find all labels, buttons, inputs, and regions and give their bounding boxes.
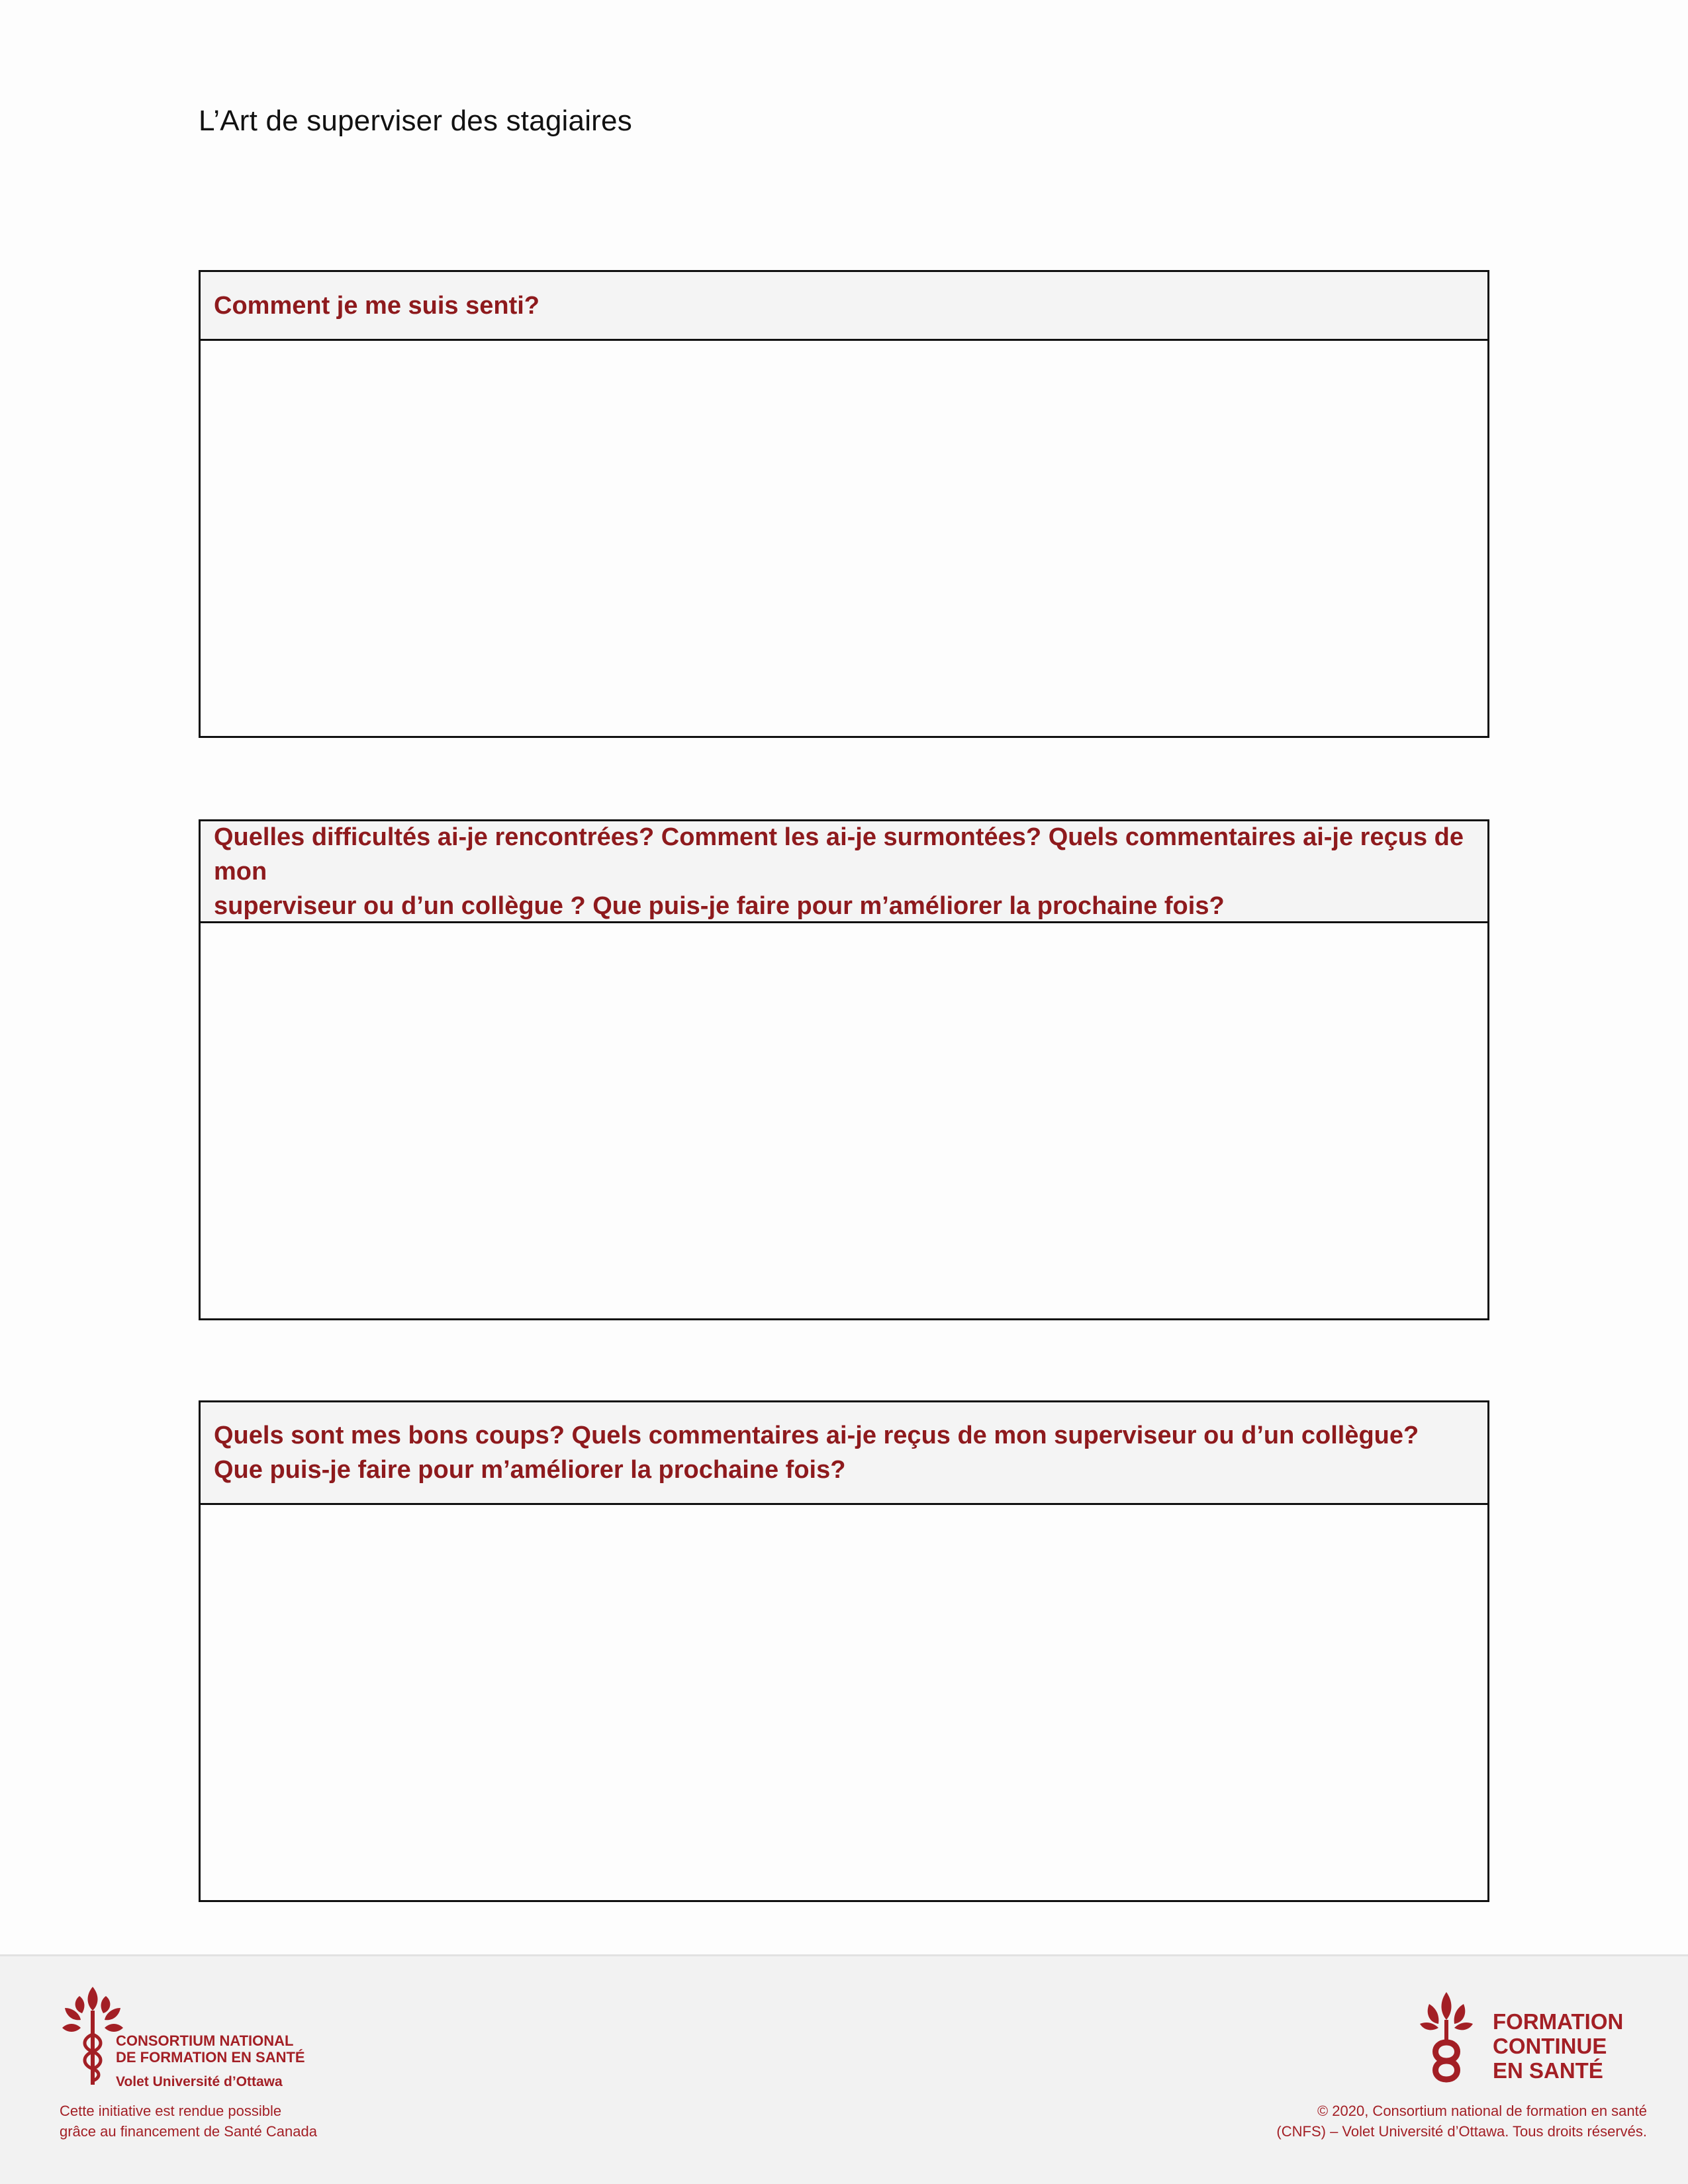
question-line: Comment je me suis senti? [214, 291, 540, 320]
fcs-leaf-logo-icon [1413, 1988, 1479, 2087]
reflection-box-feelings [199, 270, 1489, 738]
question-line: Quels sont mes bons coups? Quels commentaires ai-je reçus de mon superviseur ou d’un collègue? [214, 1422, 1419, 1449]
reflection-box-successes [199, 1400, 1489, 1902]
copyright-line: (CNFS) – Volet Université d’Ottawa. Tous droits réservés. [1276, 2123, 1647, 2140]
page-footer [0, 1954, 1688, 2184]
copyright-line: © 2020, Consortium national de formation en santé [1317, 2103, 1647, 2119]
copyright-notice [1276, 2101, 1647, 2142]
page-title: L’Art de superviser des stagiaires [199, 105, 632, 137]
funding-note-line: grâce au financement de Santé Canada [60, 2123, 317, 2140]
answer-area[interactable] [201, 341, 1487, 736]
cnfs-name [116, 2032, 305, 2066]
cnfs-volet: Volet Université d’Ottawa [116, 2074, 283, 2089]
answer-area[interactable] [201, 923, 1487, 1318]
question-line: Que puis-je faire pour m’améliorer la prochaine fois? [214, 1456, 846, 1484]
fcs-wordmark-line: EN SANTÉ [1493, 2058, 1603, 2083]
reflection-question [201, 1402, 1487, 1505]
reflection-box-difficulties [199, 819, 1489, 1320]
question-line: Quelles difficultés ai-je rencontrées? Comment les ai-je surmontées? Quels commentaires ai-je reçus de mon [214, 823, 1464, 886]
funding-note-line: Cette initiative est rendue possible [60, 2103, 282, 2119]
cnfs-name-line: CONSORTIUM NATIONAL [116, 2032, 294, 2049]
reflection-question [201, 821, 1487, 923]
answer-area[interactable] [201, 1505, 1487, 1900]
fcs-wordmark [1493, 2009, 1623, 2083]
fcs-wordmark-line: FORMATION [1493, 2009, 1624, 2034]
reflection-question [201, 272, 1487, 341]
fcs-wordmark-line: CONTINUE [1493, 2034, 1607, 2058]
cnfs-name-line: DE FORMATION EN SANTÉ [116, 2049, 305, 2066]
question-line: superviseur ou d’un collègue ? Que puis-je faire pour m’améliorer la prochaine fois? [214, 891, 1225, 920]
funding-note [60, 2101, 317, 2142]
